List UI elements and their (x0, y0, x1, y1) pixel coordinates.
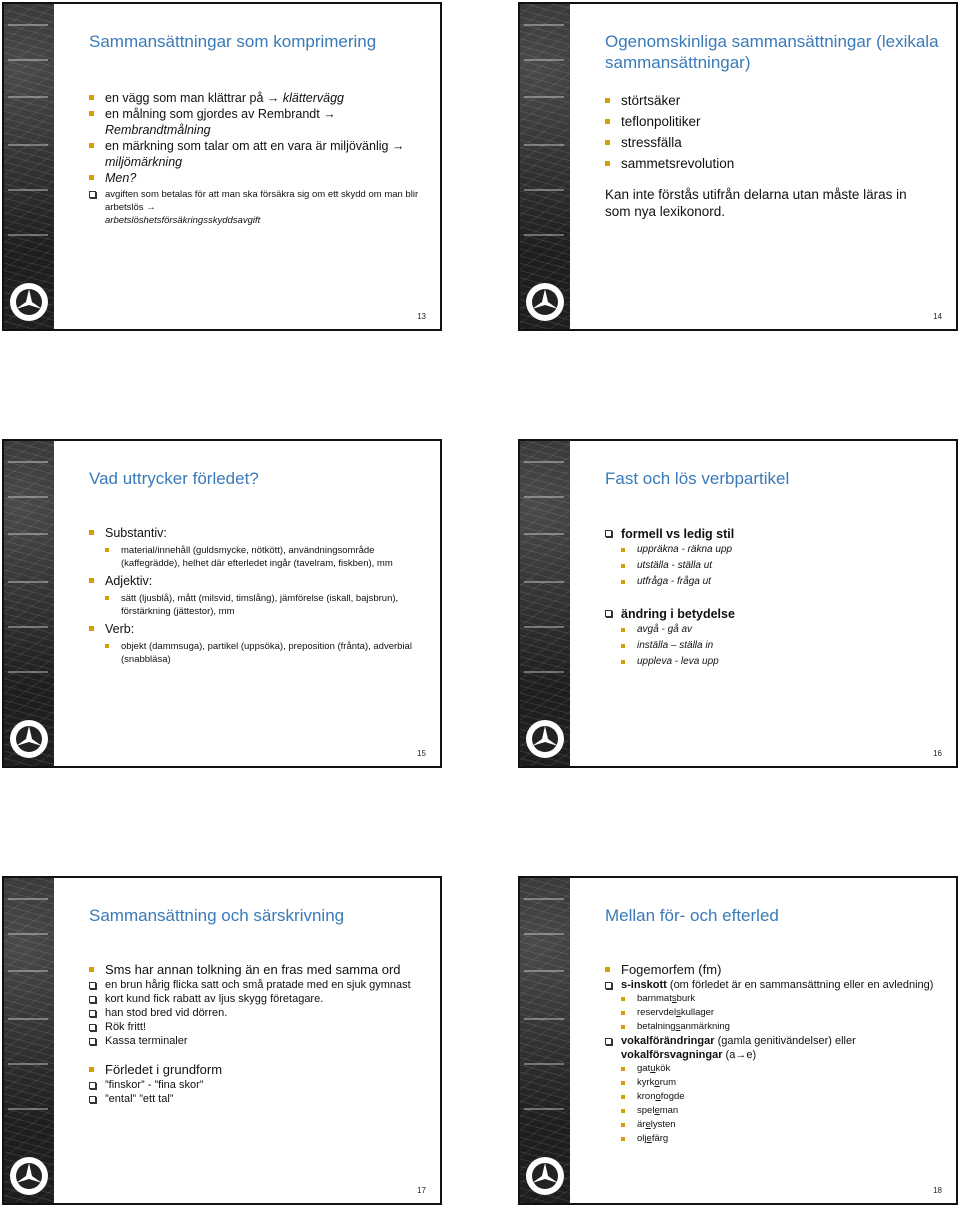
slide-content (89, 90, 420, 227)
list-item: ”ental” ”ett tal” (89, 1092, 420, 1106)
list-item: avgå - gå av (621, 622, 936, 638)
checkbox-bullet-icon (89, 191, 96, 198)
list-item: gatukök (621, 1062, 936, 1076)
list-item: reservdelskullager (621, 1006, 936, 1020)
slide-13 (2, 2, 442, 331)
chalkboard-strip (520, 441, 570, 766)
bullet-icon (605, 119, 610, 124)
bullet-icon (621, 997, 625, 1001)
bullet-icon (105, 644, 109, 648)
checkbox-bullet-icon (89, 1082, 96, 1089)
checkbox-bullet-icon (89, 1010, 96, 1017)
checkbox-bullet-icon (605, 530, 612, 537)
list-item: Adjektiv: (89, 573, 420, 589)
list-item: teflonpolitiker (605, 111, 936, 132)
bullet-icon (89, 1067, 94, 1072)
list-item: ändring i betydelse (605, 606, 936, 622)
bullet-icon (621, 1137, 625, 1141)
list-item: störtsäker (605, 90, 936, 111)
list-item: en vägg som man klättrar på → klättervägg (89, 90, 420, 106)
list-item: sätt (ljusblå), mått (milsvid, timslång), jämförelse (iskall, bajsbrun), förstärkning (jättestor), mm (105, 592, 420, 618)
bullet-icon (605, 98, 610, 103)
slide-content (605, 90, 936, 220)
list-item: uppräkna - räkna upp (621, 542, 936, 558)
bullet-icon (89, 578, 94, 583)
bullet-icon (621, 1067, 625, 1071)
list-item: avgiften som betalas för att man ska försäkra sig om ett skydd om man blir arbetslös → arbetslöshetsförsäkringsskyddsavgift (89, 188, 420, 227)
note-text: Kan inte förstås utifrån delarna utan måste läras in som nya lexikonord. (605, 187, 907, 219)
page-number: 15 (417, 749, 426, 758)
university-logo-icon (524, 718, 566, 760)
bullet-icon (621, 1123, 625, 1127)
bullet-icon (621, 1011, 625, 1015)
slide-18 (518, 876, 958, 1205)
slide-title: Ogenomskinliga sammansättningar (lexikala sammansättningar) (605, 32, 939, 72)
slide-content (605, 526, 936, 670)
bullet-icon (89, 95, 94, 100)
list-item: Fogemorfem (fm) (605, 962, 936, 978)
bullet-icon (89, 626, 94, 631)
bullet-icon (89, 967, 94, 972)
list-item: Rök fritt! (89, 1020, 420, 1034)
bullet-icon (89, 143, 94, 148)
list-item: betalningsanmärkning (621, 1020, 936, 1034)
list-item: material/innehåll (guldsmycke, nötkött), användningsområde (kaffegrädde), helhet där efterledet ingår (tavelram, fiskben), mm (105, 544, 420, 570)
slide-16 (518, 439, 958, 768)
page-number: 16 (933, 749, 942, 758)
slide-title: Sammansättningar som komprimering (89, 32, 377, 51)
checkbox-bullet-icon (605, 982, 612, 989)
bullet-icon (89, 175, 94, 180)
page-number: 14 (933, 312, 942, 321)
slide-title: Sammansättning och särskrivning (89, 906, 345, 925)
chalkboard-strip (4, 878, 54, 1203)
list-item: s-inskott (om förledet är en sammansättning eller en avledning) (605, 978, 936, 992)
bullet-icon (89, 530, 94, 535)
list-item: Förledet i grundform (89, 1062, 420, 1078)
slide-title: Vad uttrycker förledet? (89, 469, 259, 488)
list-item: vokalförändringar (gamla genitivändelser) eller vokalförsvagningar (a→e) (605, 1034, 936, 1062)
chalkboard-strip (520, 4, 570, 329)
bullet-icon (621, 564, 625, 568)
page-number: 18 (933, 1186, 942, 1195)
chalkboard-strip (4, 4, 54, 329)
slide-15 (2, 439, 442, 768)
bullet-icon (621, 1081, 625, 1085)
list-item: ”finskor” - ”fina skor” (89, 1078, 420, 1092)
bullet-icon (605, 140, 610, 145)
list-item: kort kund fick rabatt av ljus skygg företagare. (89, 992, 420, 1006)
checkbox-bullet-icon (89, 1038, 96, 1045)
list-item: formell vs ledig stil (605, 526, 936, 542)
list-item: inställa – ställa in (621, 638, 936, 654)
list-item: kronofogde (621, 1090, 936, 1104)
slide-content (89, 962, 420, 1106)
bullet-icon (621, 660, 625, 664)
university-logo-icon (524, 1155, 566, 1197)
checkbox-bullet-icon (89, 1096, 96, 1103)
list-item: barnmatsburk (621, 992, 936, 1006)
list-item: ärelysten (621, 1118, 936, 1132)
bullet-icon (621, 580, 625, 584)
list-item: han stod bred vid dörren. (89, 1006, 420, 1020)
list-item: sammetsrevolution (605, 153, 936, 174)
list-item: en brun hårig flicka satt och små pratade med en sjuk gymnast (89, 978, 420, 992)
slide-content (605, 962, 936, 1146)
chalkboard-strip (4, 441, 54, 766)
list-item: utfråga - fråga ut (621, 574, 936, 590)
page-number: 13 (417, 312, 426, 321)
list-item: Verb: (89, 621, 420, 637)
checkbox-bullet-icon (89, 982, 96, 989)
bullet-icon (105, 596, 109, 600)
list-item: kyrkorum (621, 1076, 936, 1090)
list-item: objekt (dammsuga), partikel (uppsöka), preposition (frånta), adverbial (snabbläsa) (105, 640, 420, 666)
list-item: oljefärg (621, 1132, 936, 1146)
checkbox-bullet-icon (605, 1038, 612, 1045)
list-item: speleman (621, 1104, 936, 1118)
checkbox-bullet-icon (89, 996, 96, 1003)
list-item: en målning som gjordes av Rembrandt → Rembrandtmålning (89, 106, 420, 138)
list-item: Sms har annan tolkning än en fras med samma ord (89, 962, 420, 978)
bullet-icon (621, 644, 625, 648)
list-item: Substantiv: (89, 525, 420, 541)
list-item: uppleva - leva upp (621, 654, 936, 670)
slide-17 (2, 876, 442, 1205)
checkbox-bullet-icon (89, 1024, 96, 1031)
bullet-icon (605, 967, 610, 972)
bullet-icon (621, 1109, 625, 1113)
checkbox-bullet-icon (605, 610, 612, 617)
bullet-icon (89, 111, 94, 116)
list-item: Kassa terminaler (89, 1034, 420, 1048)
slide-14 (518, 2, 958, 331)
list-item: utställa - ställa ut (621, 558, 936, 574)
bullet-icon (621, 548, 625, 552)
bullet-icon (621, 1025, 625, 1029)
page-number: 17 (417, 1186, 426, 1195)
university-logo-icon (524, 281, 566, 323)
chalkboard-strip (520, 878, 570, 1203)
list-item: Men? (89, 170, 420, 186)
university-logo-icon (8, 1155, 50, 1197)
bullet-icon (105, 548, 109, 552)
list-item: en märkning som talar om att en vara är miljövänlig → miljömärkning (89, 138, 420, 170)
bullet-icon (605, 161, 610, 166)
bullet-icon (621, 1095, 625, 1099)
university-logo-icon (8, 718, 50, 760)
list-item: stressfälla (605, 132, 936, 153)
slide-content (89, 525, 420, 666)
bullet-icon (621, 628, 625, 632)
slide-title: Fast och lös verbpartikel (605, 469, 790, 488)
slide-title: Mellan för- och efterled (605, 906, 779, 925)
university-logo-icon (8, 281, 50, 323)
